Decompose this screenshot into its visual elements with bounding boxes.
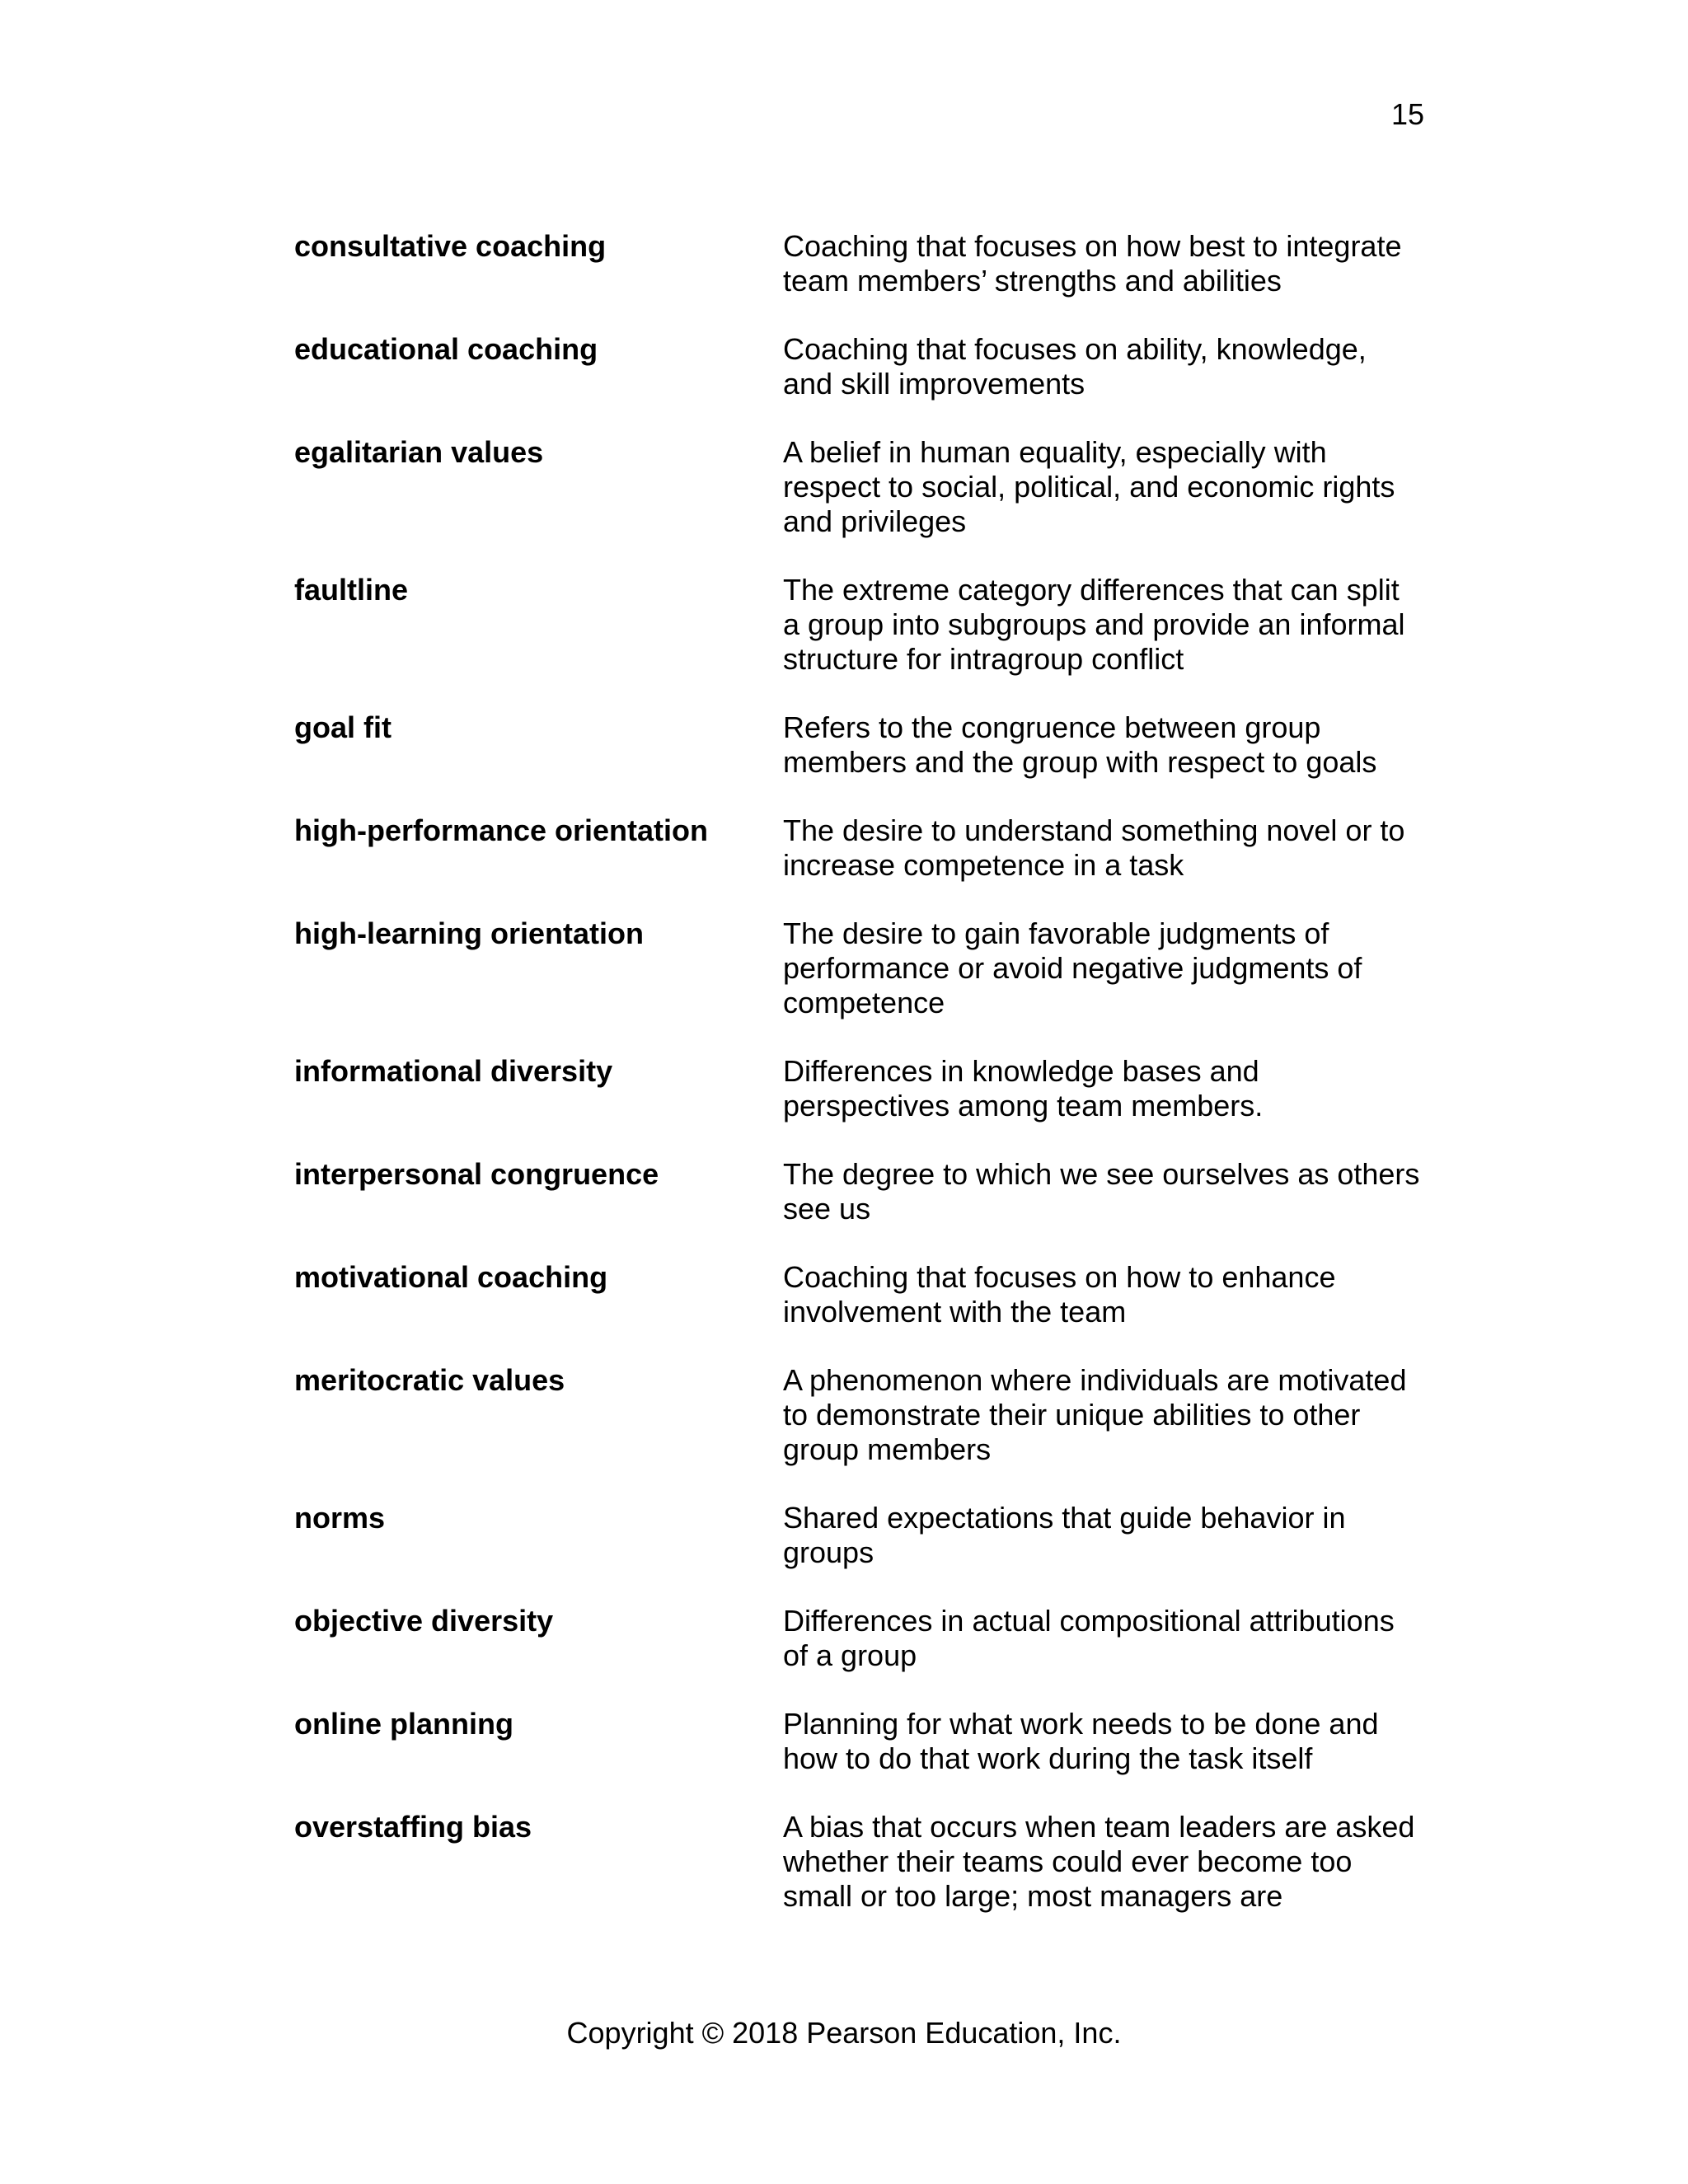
glossary-entry-educational-coaching [294, 332, 1423, 401]
glossary-term: overstaffing bias [294, 1810, 532, 1844]
glossary-definition: Shared expectations that guide behavior in groups [783, 1501, 1346, 1569]
glossary-term: high-performance orientation [294, 813, 709, 847]
glossary-term: goal fit [294, 710, 392, 744]
glossary-term: meritocratic values [294, 1363, 565, 1397]
glossary-term: interpersonal congruence [294, 1157, 659, 1191]
glossary-definition: Coaching that focuses on ability, knowledge, and skill improvements [783, 332, 1367, 401]
glossary-entry-online-planning [294, 1707, 1423, 1776]
glossary-entry-overstaffing-bias [294, 1810, 1423, 1914]
glossary-entry-goal-fit [294, 710, 1423, 780]
glossary-entry-norms [294, 1501, 1423, 1570]
glossary-definition: A bias that occurs when team leaders are asked whether their teams could ever become too small or too large; most managers are [783, 1810, 1415, 1913]
glossary-definition: A phenomenon where individuals are motivated to demonstrate their unique abilities to other group members [783, 1363, 1407, 1466]
glossary-entry-egalitarian-values [294, 435, 1423, 539]
glossary-definition: Differences in knowledge bases and perspectives among team members. [783, 1054, 1264, 1122]
glossary-term: high-learning orientation [294, 916, 644, 950]
glossary-definition: Differences in actual compositional attributions of a group [783, 1604, 1395, 1672]
glossary-entry-high-performance-orientation [294, 813, 1423, 883]
glossary-definition: A belief in human equality, especially with respect to social, political, and economic rights and privileges [783, 435, 1395, 538]
glossary-entry-motivational-coaching [294, 1260, 1423, 1329]
glossary-term: online planning [294, 1707, 513, 1741]
glossary-definition: Coaching that focuses on how to enhance involvement with the team [783, 1260, 1336, 1329]
glossary-definition: The extreme category differences that can split a group into subgroups and provide an informal structure for intragroup conflict [783, 573, 1405, 676]
glossary-term: norms [294, 1501, 386, 1535]
glossary-term: motivational coaching [294, 1260, 608, 1294]
glossary-term: consultative coaching [294, 229, 607, 263]
page-number: 15 [1390, 97, 1424, 131]
glossary-definition: Refers to the congruence between group members and the group with respect to goals [783, 710, 1377, 779]
glossary-entry-faultline [294, 573, 1423, 677]
glossary-definition: Planning for what work needs to be done and how to do that work during the task itself [783, 1707, 1379, 1775]
glossary-definition: The desire to gain favorable judgments of performance or avoid negative judgments of competence [783, 916, 1362, 1019]
copyright-footer: Copyright © 2018 Pearson Education, Inc. [566, 2016, 1122, 2050]
glossary-term: faultline [294, 573, 409, 607]
glossary-entry-high-learning-orientation [294, 916, 1423, 1020]
glossary-definition: Coaching that focuses on how best to integrate team members’ strengths and abilities [783, 229, 1402, 298]
glossary-term: educational coaching [294, 332, 598, 366]
glossary-term: objective diversity [294, 1604, 554, 1638]
glossary-term: egalitarian values [294, 435, 544, 469]
glossary-list [294, 229, 1423, 1947]
glossary-definition: The degree to which we see ourselves as others see us [783, 1157, 1420, 1226]
glossary-entry-informational-diversity [294, 1054, 1423, 1123]
glossary-entry-objective-diversity [294, 1604, 1423, 1673]
glossary-definition: The desire to understand something novel or to increase competence in a task [783, 813, 1405, 882]
glossary-entry-meritocratic-values [294, 1363, 1423, 1467]
glossary-entry-interpersonal-congruence [294, 1157, 1423, 1226]
glossary-entry-consultative-coaching [294, 229, 1423, 298]
glossary-term: informational diversity [294, 1054, 613, 1088]
